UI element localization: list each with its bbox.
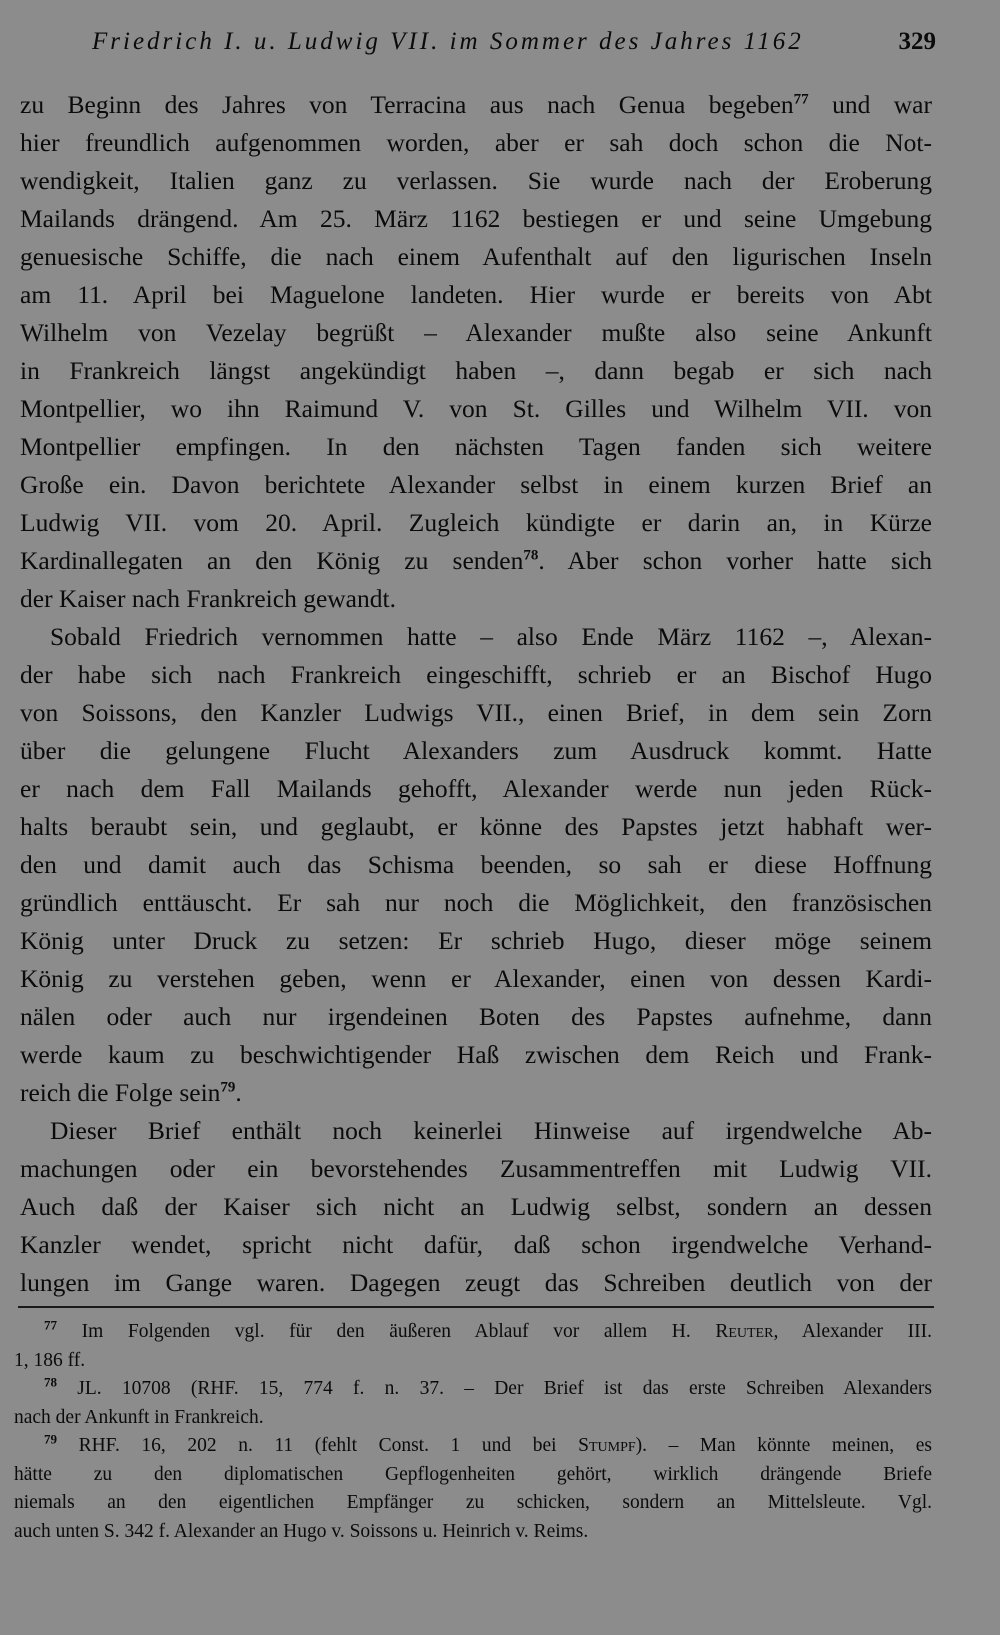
- text-line: [20, 86, 932, 124]
- text-segment: .: [235, 1078, 242, 1107]
- text-line: Mailands drängend. Am 25. März 1162 bestiegen er und seine Umgebung: [20, 204, 932, 233]
- text-line: halts beraubt sein, und geglaubt, er könne des Papstes jetzt habhaft wer-: [20, 812, 932, 841]
- page-number: 329: [898, 28, 936, 55]
- footnote-line: niemals an den eigentlichen Empfänger zu schicken, sondern an Mittelsleute. Vgl.: [14, 1492, 932, 1513]
- paragraph-3: [20, 1112, 932, 1302]
- footnote-ref-78: 78: [523, 547, 539, 564]
- footnote-number: 77: [44, 1318, 57, 1333]
- page-header: [92, 28, 936, 64]
- footnote-line: nach der Ankunft in Frankreich.: [14, 1406, 264, 1428]
- footnote-78: [14, 1375, 932, 1432]
- footnote-line: [14, 1432, 932, 1461]
- footnote-77: [14, 1318, 932, 1375]
- footnote-line: auch unten S. 342 f. Alexander an Hugo v. Soissons u. Heinrich v. Reims.: [14, 1520, 589, 1542]
- text-line: in Frankreich längst angekündigt haben –, dann begab er sich nach: [20, 356, 932, 385]
- text-segment: Im Folgenden vgl. für den äußeren Ablauf vor allem H.: [57, 1321, 716, 1342]
- paragraph-2: [20, 618, 932, 1112]
- text-segment: reich die Folge sein: [20, 1078, 221, 1107]
- text-line: Große ein. Davon berichtete Alexander selbst in einem kurzen Brief an: [20, 470, 932, 499]
- text-line: wendigkeit, Italien ganz zu verlassen. Sie wurde nach der Eroberung: [20, 166, 932, 195]
- text-line: Auch daß der Kaiser sich nicht an Ludwig selbst, sondern an dessen: [20, 1192, 932, 1221]
- text-line: Montpellier empfingen. In den nächsten Tagen fanden sich weitere: [20, 432, 932, 461]
- text-segment: . Aber schon vorher hatte sich: [538, 546, 932, 575]
- text-line: der habe sich nach Frankreich eingeschifft, schrieb er an Bischof Hugo: [20, 660, 932, 689]
- text-line: Kanzler wendet, spricht nicht dafür, daß schon irgendwelche Verhand-: [20, 1230, 932, 1259]
- footnote-ref-77: 77: [793, 91, 809, 108]
- paragraph-1: [20, 86, 932, 618]
- text-line: Ludwig VII. vom 20. April. Zugleich kündigte er darin an, in Kürze: [20, 508, 932, 537]
- text-line: [20, 542, 932, 580]
- text-line: werde kaum zu beschwichtigender Haß zwischen dem Reich und Frank-: [20, 1040, 932, 1069]
- footnote-line: [14, 1375, 932, 1404]
- footnote-number: 79: [44, 1432, 57, 1447]
- main-text: [20, 86, 932, 1302]
- text-line: der Kaiser nach Frankreich gewandt.: [20, 584, 396, 613]
- text-line: lungen im Gange waren. Dagegen zeugt das Schreiben deutlich von der: [20, 1268, 932, 1297]
- text-line: Wilhelm von Vezelay begrüßt – Alexander mußte also seine Ankunft: [20, 318, 932, 347]
- text-segment: zu Beginn des Jahres von Terracina aus nach Genua begeben: [20, 90, 794, 119]
- footnote-divider: [18, 1306, 934, 1308]
- text-segment: RHF. 16, 202 n. 11 (fehlt Const. 1 und bei: [57, 1435, 579, 1456]
- text-line: gründlich enttäuscht. Er sah nur noch die Möglichkeit, den französischen: [20, 888, 932, 917]
- text-segment: , Alexander III.: [773, 1321, 932, 1342]
- text-line: [20, 1074, 932, 1112]
- text-segment: Kardinallegaten an den König zu senden: [20, 546, 524, 575]
- text-line: genuesische Schiffe, die nach einem Aufenthalt auf den ligurischen Inseln: [20, 242, 932, 271]
- text-line: machungen oder ein bevorstehendes Zusammentreffen mit Ludwig VII.: [20, 1154, 932, 1183]
- text-segment: ). – Man könnte meinen, es: [635, 1435, 932, 1456]
- footnote-line: hätte zu den diplomatischen Gepflogenheiten gehört, wirklich drängende Briefe: [14, 1463, 932, 1485]
- text-line: Montpellier, wo ihn Raimund V. von St. Gilles und Wilhelm VII. von: [20, 394, 932, 423]
- text-line: König zu verstehen geben, wenn er Alexander, einen von dessen Kardi-: [20, 964, 932, 993]
- text-segment: und war: [808, 90, 932, 119]
- footnote-line: [14, 1318, 932, 1347]
- text-line: Sobald Friedrich vernommen hatte – also Ende März 1162 –, Alexan-: [50, 622, 932, 651]
- text-line: König unter Druck zu setzen: Er schrieb Hugo, dieser möge seinem: [20, 926, 932, 955]
- author-name: Reuter: [715, 1321, 774, 1342]
- text-line: von Soissons, den Kanzler Ludwigs VII., einen Brief, in dem sein Zorn: [20, 698, 932, 727]
- footnote-number: 78: [44, 1375, 57, 1390]
- footnote-79: [14, 1432, 932, 1546]
- footnote-ref-79: 79: [220, 1079, 236, 1096]
- running-head: Friedrich I. u. Ludwig VII. im Sommer des Jahres 1162: [92, 28, 804, 55]
- text-line: am 11. April bei Maguelone landeten. Hier wurde er bereits von Abt: [20, 280, 932, 309]
- text-line: er nach dem Fall Mailands gehofft, Alexander werde nun jeden Rück-: [20, 774, 932, 803]
- text-line: Dieser Brief enthält noch keinerlei Hinweise auf irgendwelche Ab-: [50, 1116, 932, 1145]
- text-line: nälen oder auch nur irgendeinen Boten des Papstes aufnehme, dann: [20, 1002, 932, 1031]
- footnote-line: 1, 186 ff.: [14, 1349, 86, 1371]
- text-line: den und damit auch das Schisma beenden, so sah er diese Hoffnung: [20, 850, 932, 879]
- text-line: hier freundlich aufgenommen worden, aber er sah doch schon die Not-: [20, 128, 932, 157]
- text-line: über die gelungene Flucht Alexanders zum Ausdruck kommt. Hatte: [20, 736, 932, 765]
- footnotes: [14, 1318, 932, 1546]
- text-segment: JL. 10708 (RHF. 15, 774 f. n. 37. – Der Brief ist das erste Schreiben Alexanders: [57, 1378, 932, 1399]
- author-name: Stumpf: [578, 1435, 636, 1456]
